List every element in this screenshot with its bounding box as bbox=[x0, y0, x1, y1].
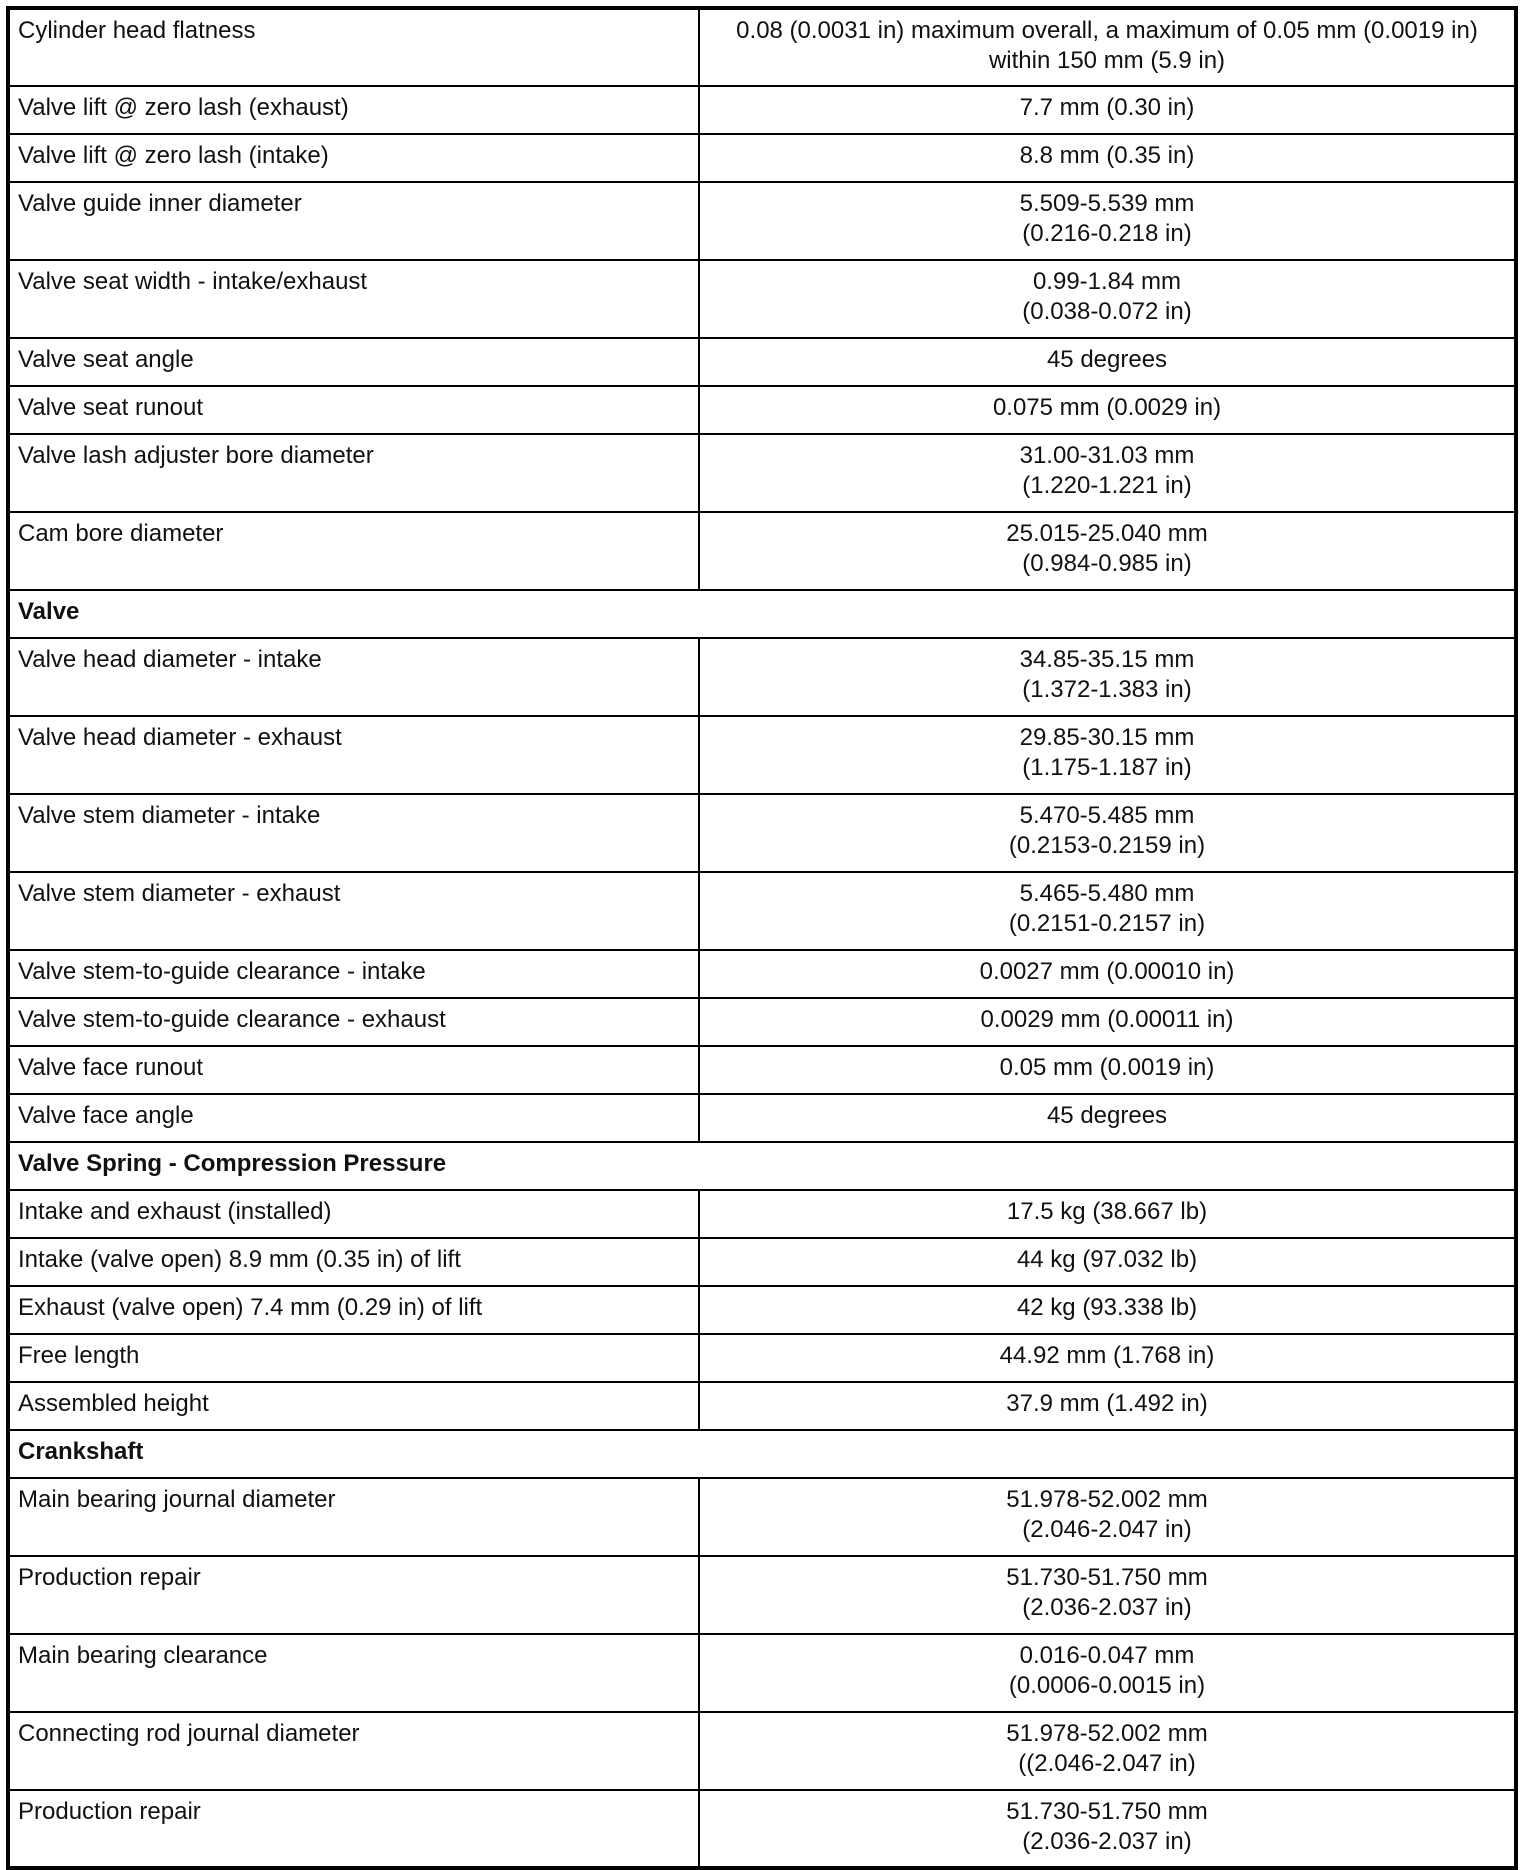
spec-label: Production repair bbox=[8, 1790, 699, 1868]
spec-row bbox=[8, 1286, 1516, 1334]
spec-value-line: 5.509-5.539 mm bbox=[1019, 190, 1195, 217]
spec-value-line: (2.036-2.037 in) bbox=[1022, 1594, 1192, 1621]
spec-value-line: 45 degrees bbox=[1046, 1102, 1168, 1129]
spec-value-line: (0.2151-0.2157 in) bbox=[1008, 910, 1206, 937]
spec-value bbox=[699, 950, 1516, 998]
spec-row bbox=[8, 1478, 1516, 1556]
spec-value-line: 44.92 mm (1.768 in) bbox=[999, 1342, 1215, 1369]
spec-row bbox=[8, 8, 1516, 86]
spec-value-line: 17.5 kg (38.667 lb) bbox=[1006, 1198, 1208, 1225]
spec-value bbox=[699, 1238, 1516, 1286]
spec-label: Valve seat angle bbox=[8, 338, 699, 386]
spec-label: Intake and exhaust (installed) bbox=[8, 1190, 699, 1238]
spec-row bbox=[8, 1382, 1516, 1430]
spec-value-line: 0.016-0.047 mm bbox=[1019, 1642, 1195, 1669]
spec-value-line: 8.8 mm (0.35 in) bbox=[1019, 142, 1195, 169]
spec-label: Valve lash adjuster bore diameter bbox=[8, 434, 699, 512]
spec-value bbox=[699, 134, 1516, 182]
spec-value-line: 51.978-52.002 mm bbox=[1006, 1720, 1208, 1747]
spec-value-line: (0.0006-0.0015 in) bbox=[1008, 1672, 1206, 1699]
spec-value bbox=[699, 1634, 1516, 1712]
spec-value-line: (0.984-0.985 in) bbox=[1022, 550, 1192, 577]
spec-row bbox=[8, 338, 1516, 386]
section-header-row bbox=[8, 1430, 1516, 1478]
spec-value bbox=[699, 260, 1516, 338]
spec-row bbox=[8, 1790, 1516, 1868]
spec-label: Valve guide inner diameter bbox=[8, 182, 699, 260]
spec-value-line: (1.220-1.221 in) bbox=[1022, 472, 1192, 499]
spec-label: Intake (valve open) 8.9 mm (0.35 in) of lift bbox=[8, 1238, 699, 1286]
spec-value bbox=[699, 998, 1516, 1046]
section-title: Valve bbox=[8, 590, 1516, 638]
spec-label: Production repair bbox=[8, 1556, 699, 1634]
spec-value-line: 31.00-31.03 mm bbox=[1019, 442, 1195, 469]
spec-label: Valve face angle bbox=[8, 1094, 699, 1142]
spec-value bbox=[699, 716, 1516, 794]
spec-row bbox=[8, 1190, 1516, 1238]
spec-row bbox=[8, 1046, 1516, 1094]
spec-value-line: 51.730-51.750 mm bbox=[1006, 1564, 1208, 1591]
spec-value-line: 7.7 mm (0.30 in) bbox=[1019, 94, 1195, 121]
spec-label: Cam bore diameter bbox=[8, 512, 699, 590]
spec-value-line: 51.978-52.002 mm bbox=[1006, 1486, 1208, 1513]
spec-value bbox=[699, 386, 1516, 434]
spec-value bbox=[699, 794, 1516, 872]
spec-label: Main bearing journal diameter bbox=[8, 1478, 699, 1556]
section-header-row bbox=[8, 1142, 1516, 1190]
spec-row bbox=[8, 1712, 1516, 1790]
spec-label: Main bearing clearance bbox=[8, 1634, 699, 1712]
spec-value-line: 0.0027 mm (0.00010 in) bbox=[979, 958, 1235, 985]
spec-table-body bbox=[8, 8, 1516, 1868]
spec-value-line: 0.0029 mm (0.00011 in) bbox=[980, 1006, 1234, 1033]
spec-value bbox=[699, 8, 1516, 86]
spec-row bbox=[8, 1634, 1516, 1712]
spec-value bbox=[699, 86, 1516, 134]
spec-row bbox=[8, 950, 1516, 998]
spec-value-line: (1.372-1.383 in) bbox=[1022, 676, 1192, 703]
spec-value bbox=[699, 434, 1516, 512]
spec-row bbox=[8, 998, 1516, 1046]
spec-value bbox=[699, 182, 1516, 260]
section-header-row bbox=[8, 590, 1516, 638]
spec-value bbox=[699, 1790, 1516, 1868]
spec-value bbox=[699, 1046, 1516, 1094]
spec-row bbox=[8, 716, 1516, 794]
spec-label: Valve stem-to-guide clearance - intake bbox=[8, 950, 699, 998]
section-title: Valve Spring - Compression Pressure bbox=[8, 1142, 1516, 1190]
spec-value-line: 0.08 (0.0031 in) maximum overall, a maximum of 0.05 mm (0.0019 in) bbox=[736, 17, 1478, 44]
spec-label: Connecting rod journal diameter bbox=[8, 1712, 699, 1790]
spec-value-line: 5.465-5.480 mm bbox=[1019, 880, 1195, 907]
spec-label: Exhaust (valve open) 7.4 mm (0.29 in) of lift bbox=[8, 1286, 699, 1334]
spec-value bbox=[699, 1556, 1516, 1634]
spec-value-line: (2.036-2.037 in) bbox=[1022, 1828, 1192, 1855]
spec-row bbox=[8, 794, 1516, 872]
spec-value bbox=[699, 1286, 1516, 1334]
section-title: Crankshaft bbox=[8, 1430, 1516, 1478]
spec-value-line: 0.075 mm (0.0029 in) bbox=[992, 394, 1222, 421]
spec-value-line: 45 degrees bbox=[1046, 346, 1168, 373]
spec-label: Valve head diameter - exhaust bbox=[8, 716, 699, 794]
spec-label: Valve seat width - intake/exhaust bbox=[8, 260, 699, 338]
spec-value-line: 25.015-25.040 mm bbox=[1006, 520, 1208, 547]
spec-value-line: (2.046-2.047 in) bbox=[1022, 1516, 1192, 1543]
spec-row bbox=[8, 1334, 1516, 1382]
spec-value-line: 5.470-5.485 mm bbox=[1019, 802, 1195, 829]
spec-label: Valve head diameter - intake bbox=[8, 638, 699, 716]
spec-value bbox=[699, 1712, 1516, 1790]
spec-value-line: (0.2153-0.2159 in) bbox=[1008, 832, 1206, 859]
spec-label: Valve lift @ zero lash (intake) bbox=[8, 134, 699, 182]
spec-value-line: 34.85-35.15 mm bbox=[1019, 646, 1195, 673]
spec-value-line: (0.216-0.218 in) bbox=[1022, 220, 1192, 247]
spec-row bbox=[8, 260, 1516, 338]
spec-label: Valve lift @ zero lash (exhaust) bbox=[8, 86, 699, 134]
spec-row bbox=[8, 1094, 1516, 1142]
spec-value bbox=[699, 1478, 1516, 1556]
spec-value bbox=[699, 638, 1516, 716]
spec-row bbox=[8, 134, 1516, 182]
spec-value-line: within 150 mm (5.9 in) bbox=[988, 47, 1226, 74]
spec-label: Valve stem diameter - exhaust bbox=[8, 872, 699, 950]
spec-value bbox=[699, 338, 1516, 386]
spec-row bbox=[8, 86, 1516, 134]
spec-row bbox=[8, 182, 1516, 260]
spec-value-line: 0.05 mm (0.0019 in) bbox=[999, 1054, 1215, 1081]
spec-row bbox=[8, 638, 1516, 716]
spec-row bbox=[8, 872, 1516, 950]
spec-value-line: 29.85-30.15 mm bbox=[1019, 724, 1195, 751]
spec-value-line: ((2.046-2.047 in) bbox=[1018, 1750, 1196, 1777]
spec-value-line: 37.9 mm (1.492 in) bbox=[1006, 1390, 1208, 1417]
spec-value bbox=[699, 872, 1516, 950]
spec-value bbox=[699, 1190, 1516, 1238]
spec-label: Assembled height bbox=[8, 1382, 699, 1430]
spec-value bbox=[699, 1334, 1516, 1382]
spec-value bbox=[699, 512, 1516, 590]
spec-value-line: 44 kg (97.032 lb) bbox=[1016, 1246, 1198, 1273]
spec-value-line: (0.038-0.072 in) bbox=[1022, 298, 1192, 325]
spec-label: Cylinder head flatness bbox=[8, 8, 699, 86]
spec-value-line: 0.99-1.84 mm bbox=[1032, 268, 1182, 295]
spec-value bbox=[699, 1094, 1516, 1142]
spec-value-line: 42 kg (93.338 lb) bbox=[1016, 1294, 1198, 1321]
spec-label: Free length bbox=[8, 1334, 699, 1382]
spec-table bbox=[6, 6, 1518, 1870]
spec-label: Valve face runout bbox=[8, 1046, 699, 1094]
spec-row bbox=[8, 1556, 1516, 1634]
spec-value-line: (1.175-1.187 in) bbox=[1022, 754, 1192, 781]
spec-row bbox=[8, 386, 1516, 434]
spec-label: Valve seat runout bbox=[8, 386, 699, 434]
spec-row bbox=[8, 1238, 1516, 1286]
spec-value-line: 51.730-51.750 mm bbox=[1006, 1798, 1208, 1825]
spec-label: Valve stem-to-guide clearance - exhaust bbox=[8, 998, 699, 1046]
spec-row bbox=[8, 434, 1516, 512]
spec-label: Valve stem diameter - intake bbox=[8, 794, 699, 872]
spec-value bbox=[699, 1382, 1516, 1430]
spec-row bbox=[8, 512, 1516, 590]
